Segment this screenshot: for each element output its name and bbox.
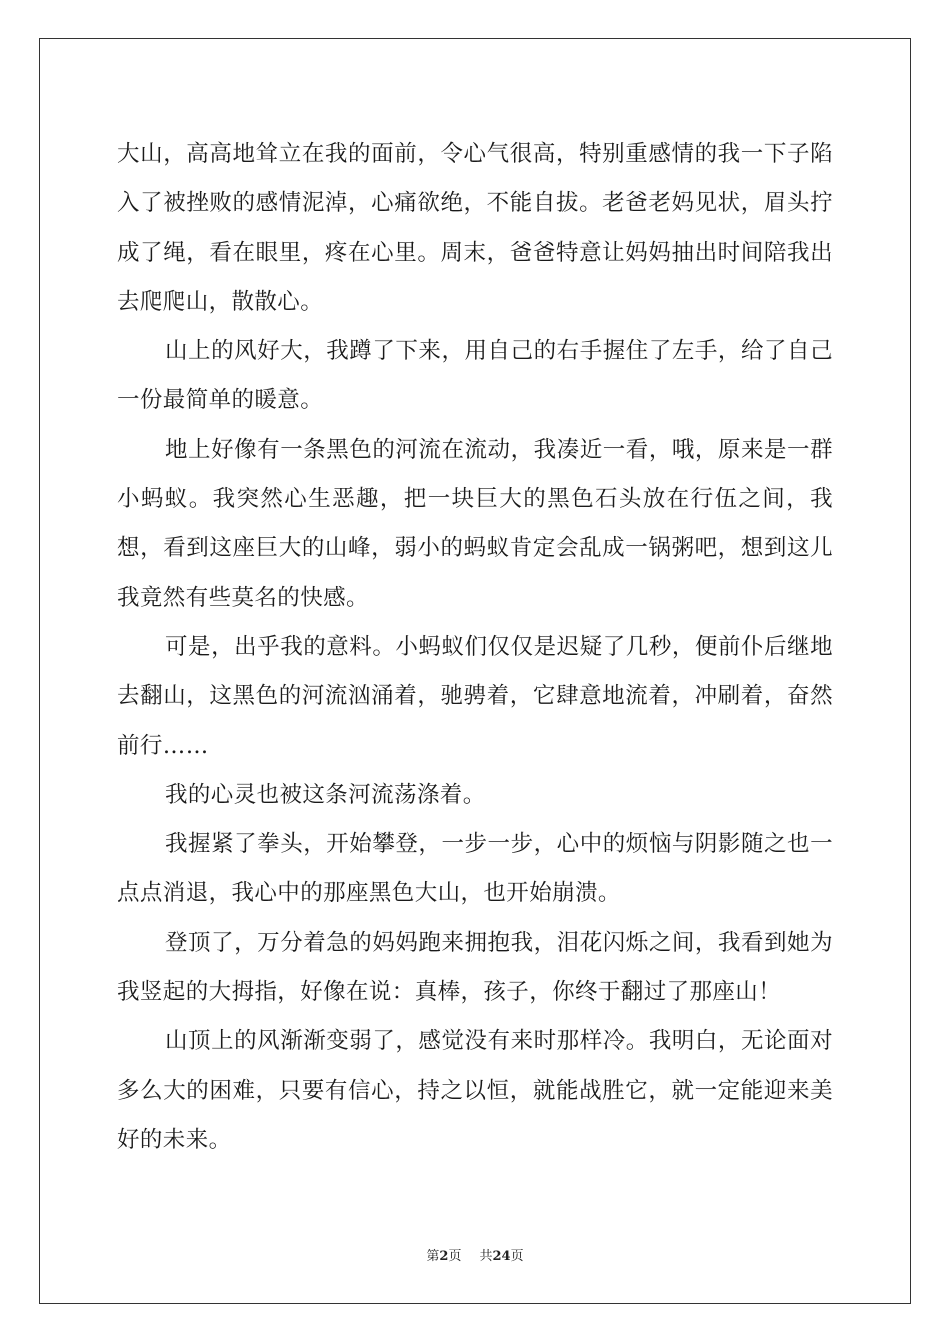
- page-number: 2: [439, 1249, 449, 1264]
- paragraph: 登顶了，万分着急的妈妈跑来拥抱我，泪花闪烁之间，我看到她为我竖起的大拇指，好像在说：真棒，孩子，你终于翻过了那座山！: [117, 929, 833, 1006]
- total-prefix: 共: [479, 1249, 493, 1264]
- page-footer: [0, 1248, 950, 1266]
- paragraph: 我握紧了拳头，开始攀登，一步一步，心中的烦恼与阴影随之也一点点消退，我心中的那座黑色大山，也开始崩溃。: [117, 831, 833, 907]
- page-prefix: 第: [426, 1249, 440, 1264]
- total-pages-indicator: [479, 1249, 523, 1264]
- page-suffix: 页: [448, 1249, 462, 1264]
- paragraph: 我的心灵也被这条河流荡涤着。: [165, 781, 486, 808]
- document-body: [117, 130, 833, 1165]
- total-suffix: 页: [510, 1249, 524, 1264]
- page-indicator: [426, 1249, 461, 1264]
- paragraph: 大山，高高地耸立在我的面前，令心气很高，特别重感情的我一下子陷入了被挫败的感情泥淖，心痛欲绝，不能自拔。老爸老妈见状，眉头拧成了绳，看在眼里，疼在心里。周末，爸爸特意让妈妈抽出时间陪我出去爬爬山，散散心。: [117, 141, 833, 315]
- paragraph: 山顶上的风渐渐变弱了，感觉没有来时那样冷。我明白，无论面对多么大的困难，只要有信心，持之以恒，就能战胜它，就一定能迎来美好的未来。: [117, 1028, 833, 1153]
- paragraph: 地上好像有一条黑色的河流在流动，我凑近一看，哦，原来是一群小蚂蚁。我突然心生恶趣，把一块巨大的黑色石头放在行伍之间，我想，看到这座巨大的山峰，弱小的蚂蚁肯定会乱成一锅粥吧，想到这儿我竟然有些莫名的快感。: [117, 436, 833, 611]
- paragraph: 山上的风好大，我蹲了下来，用自己的右手握住了左手，给了自己一份最简单的暖意。: [117, 338, 833, 414]
- paragraph: 可是，出乎我的意料。小蚂蚁们仅仅是迟疑了几秒，便前仆后继地去翻山，这黑色的河流汹涌着，驰骋着，它肆意地流着，冲刷着，奋然前行……: [117, 633, 833, 759]
- total-page-count: 24: [492, 1249, 511, 1264]
